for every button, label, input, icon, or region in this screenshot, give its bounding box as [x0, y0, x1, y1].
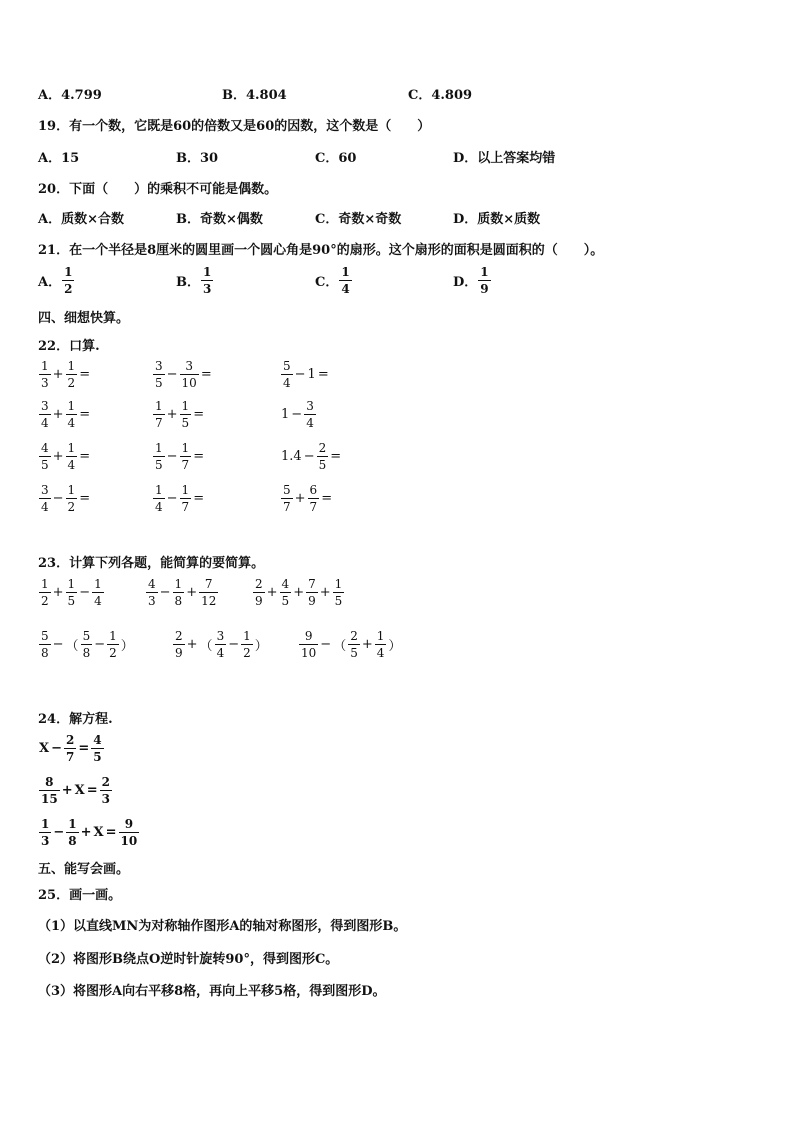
q22-r2-b: $\frac{1}{7}$ + $\frac{1}{5}$ =	[155, 399, 205, 430]
q25-title: 25．画一画。	[38, 888, 122, 903]
q22-r3-a: $\frac{4}{5}$ + $\frac{1}{4}$ =	[41, 441, 91, 472]
q25-item-1: （1）以直线MN为对称轴作图形A的轴对称图形，得到图形B。	[38, 919, 407, 934]
q19-question: 19．有一个数，它既是60的倍数又是60的因数，这个数是（ ）	[38, 119, 431, 134]
q20-question: 20．下面（ ）的乘积不可能是偶数。	[38, 182, 278, 197]
q22-r1-b: $\frac{3}{5}$ − $\frac{3}{10}$ =	[155, 359, 212, 390]
q25-item-2: （2）将图形B绕点O逆时针旋转90°，得到图形C。	[38, 952, 339, 967]
q19-option-a: A．15	[38, 151, 80, 166]
q18-option-b: B．4.804	[222, 88, 287, 103]
q22-r3-b: $\frac{1}{5}$ − $\frac{1}{7}$ =	[155, 441, 205, 472]
section-4-heading: 四、细想快算。	[38, 311, 130, 326]
q25-item-3: （3）将图形A向右平移8格，再向上平移5格，得到图形D。	[38, 984, 386, 999]
q18-option-c: C．4.809	[408, 88, 473, 103]
q18-option-a: A．4.799	[38, 88, 102, 103]
q20-option-a: A．质数×合数	[38, 212, 124, 227]
q22-r2-a: $\frac{3}{4}$ + $\frac{1}{4}$ =	[41, 399, 91, 430]
q24-equation-3: $\frac{1}{3}$ − $\frac{1}{8}$ + X = $\frac{9}{10}$	[41, 817, 138, 848]
q22-r2-c: 1 − $\frac{3}{4}$	[281, 399, 314, 430]
section-5-heading: 五、能写会画。	[38, 862, 130, 877]
q19-option-b: B．30	[176, 151, 219, 166]
q24-equation-1: X − $\frac{2}{7}$ = $\frac{4}{5}$	[39, 733, 102, 764]
q23-title: 23．计算下列各题，能简算的要简算。	[38, 556, 265, 571]
q23-expr-4: $\frac{5}{8}$ − （ $\frac{5}{8}$ − $\frac{1}{2}$ ）	[41, 629, 134, 660]
q23-expr-3: $\frac{2}{9}$ + $\frac{4}{5}$ + $\frac{7}{9}$ + $\frac{1}{5}$	[255, 577, 343, 608]
q22-r4-b: $\frac{1}{4}$ − $\frac{1}{7}$ =	[155, 483, 205, 514]
q23-expr-6: $\frac{9}{10}$ − （ $\frac{2}{5}$ + $\frac{1}{4}$ ）	[301, 629, 402, 660]
q21-question: 21．在一个半径是8厘米的圆里画一个圆心角是90°的扇形。这个扇形的面积是圆面积的（ ）。	[38, 243, 604, 258]
q20-option-b: B．奇数×偶数	[176, 212, 263, 227]
q22-title: 22．口算.	[38, 339, 100, 354]
q23-expr-1: $\frac{1}{2}$ + $\frac{1}{5}$ − $\frac{1}{4}$	[41, 577, 102, 608]
q23-expr-5: $\frac{2}{9}$ + （ $\frac{3}{4}$ − $\frac{1}{2}$ ）	[175, 629, 268, 660]
q24-equation-2: $\frac{8}{15}$ + X = $\frac{2}{3}$	[41, 775, 110, 806]
q19-option-c: C．60	[315, 151, 357, 166]
q21-option-d: D． $\frac{1}{9}$	[453, 265, 489, 296]
q21-option-c: C． $\frac{1}{4}$	[315, 265, 350, 296]
q23-expr-2: $\frac{4}{3}$ − $\frac{1}{8}$ + $\frac{7}{12}$	[148, 577, 217, 608]
q21-option-a: A． $\frac{1}{2}$	[38, 265, 73, 296]
q22-r4-a: $\frac{3}{4}$ − $\frac{1}{2}$ =	[41, 483, 91, 514]
q21-option-b: B． $\frac{1}{3}$	[176, 265, 212, 296]
q24-title: 24．解方程.	[38, 712, 113, 727]
q22-r3-c: 1.4 − $\frac{2}{5}$ =	[281, 441, 342, 472]
q20-option-d: D．质数×质数	[453, 212, 541, 227]
q22-r4-c: $\frac{5}{7}$ + $\frac{6}{7}$ =	[283, 483, 333, 514]
q22-r1-a: $\frac{1}{3}$ + $\frac{1}{2}$ =	[41, 359, 91, 390]
q20-option-c: C．奇数×奇数	[315, 212, 402, 227]
q22-r1-c: $\frac{5}{4}$ − 1 =	[283, 359, 329, 390]
q19-option-d: D．以上答案均错	[453, 151, 556, 166]
